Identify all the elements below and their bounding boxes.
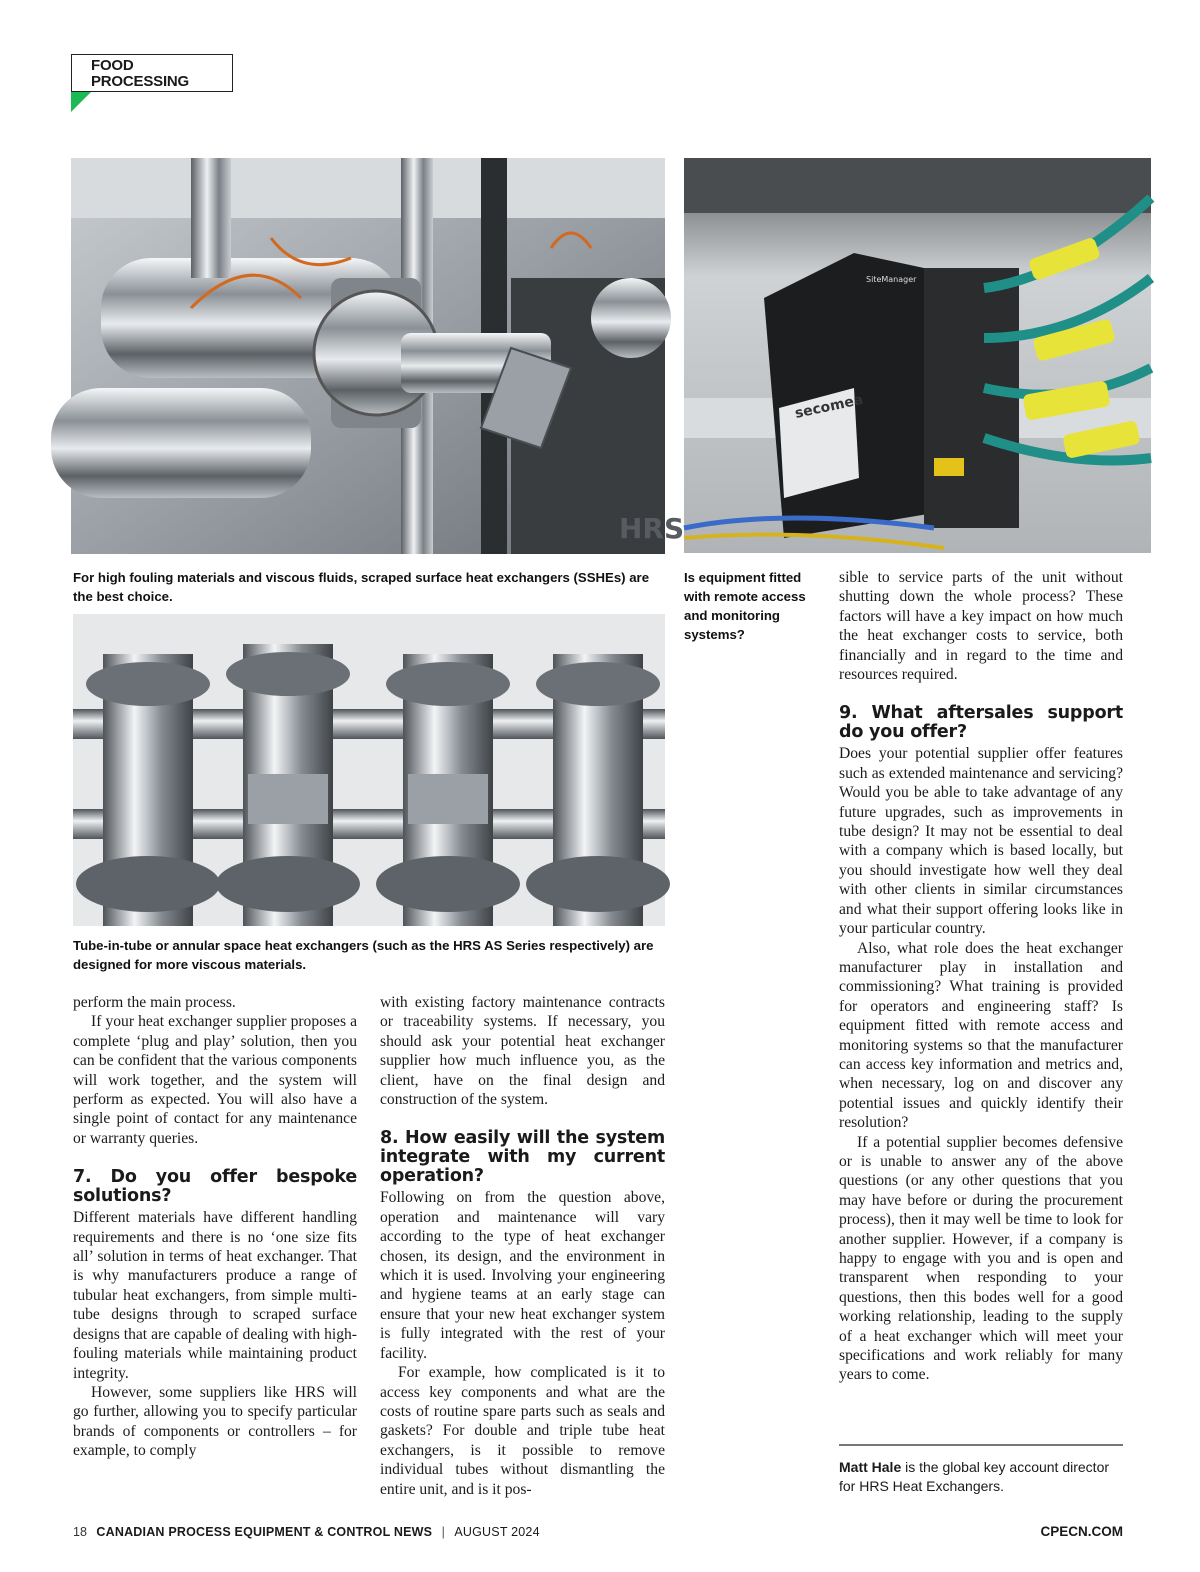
- author-name: Matt Hale: [839, 1459, 902, 1475]
- author-bio: [839, 1458, 1123, 1496]
- publication-name: CANADIAN PROCESS EQUIPMENT & CONTROL NEWS: [96, 1525, 433, 1539]
- col3-paragraph-3: If a potential supplier becomes defensive or is unable to answer any of the above questions (or any other questions that you may have before or during the procurement process), then it may well be time to look for another supplier. However, if a company is happy to engage with you and is open and transparent when responding to your questions, then this bodes well for a good working relationship, leading to the supply of a heat exchanger which will meet your specifications and work reliably for many years to come.: [839, 1133, 1123, 1384]
- heading-8: 8. How easily will the system integrate with my current operation?: [380, 1128, 665, 1187]
- author-bio-text: is the global key account director for HRS Heat Exchangers.: [839, 1459, 1110, 1494]
- col3-paragraph-1: Does your potential supplier offer features such as extended maintenance and servicing? Would you be able to take advantage of any future upgrades, such as improvements in tube design? It may not be essential to deal with a company which is based locally, but you should investigate how well they deal with other clients in similar circumstances and what their support offering looks like in your particular country.: [839, 745, 1123, 938]
- column-3: [839, 568, 1123, 1385]
- heading-7: 7. Do you offer bespoke solutions?: [73, 1167, 357, 1207]
- section-tag-line1: FOOD: [91, 57, 134, 74]
- col1-paragraph-1: If your heat exchanger supplier proposes a complete ‘plug and play’ solution, then you can be confident that the various components will work together, and the system will perform as expected. You will also have a single point of contact for any maintenance or warranty queries.: [73, 1013, 357, 1147]
- col2-paragraph-2: For example, how complicated is it to access key components and what are the costs of routine spare parts such as seals and gaskets? For double and triple tube heat exchangers, is it possible to remove individual tubes without dismantling the entire unit, and is it pos-: [380, 1364, 665, 1498]
- tube-in-tube-photo: [73, 614, 665, 926]
- heading-9: 9. What aftersales support do you offer?: [839, 703, 1123, 743]
- hrs-label: HRS: [619, 512, 685, 545]
- col3-continued: sible to service parts of the unit without shutting down the whole process? These factors will have a key impact on how much the heat exchanger costs to service, both financially and in regard to the time and resources required.: [839, 569, 1123, 684]
- col1-paragraph-2: Different materials have different handling requirements and there is no ‘one size fits all’ solution in terms of heat exchanger. That is why manufacturers produce a range of tubular heat exchangers, from simple multi-tube designs through to scraped surface designs that are capable of dealing with high-fouling materials while maintaining product integrity.: [73, 1209, 357, 1382]
- sshe-photo: [71, 158, 685, 554]
- column-2: [380, 993, 665, 1499]
- sshe-caption: For high fouling materials and viscous fluids, scraped surface heat exchangers (SSHEs) are the best choice.: [73, 570, 650, 604]
- page-number: 18: [73, 1525, 87, 1539]
- device-model-label: SiteManager: [866, 275, 917, 284]
- tube-in-tube-caption: Tube-in-tube or annular space heat exchangers (such as the HRS AS Series respectively) are designed for more viscous materials.: [73, 938, 654, 972]
- column-1: [73, 993, 357, 1461]
- remote-access-caption: Is equipment fitted with remote access and monitoring systems?: [684, 570, 806, 642]
- site-link[interactable]: CPECN.COM: [1040, 1524, 1123, 1539]
- footer: [73, 1522, 1123, 1542]
- section-tag-accent: [71, 92, 91, 112]
- col2-paragraph-1: Following on from the question above, operation and maintenance will vary according to the type of heat exchanger chosen, its design, and the environment in which it is used. Involving your engineering and hygiene teams at an early stage can ensure that your new heat exchanger system is fully integrated with the rest of your facility.: [380, 1189, 665, 1362]
- bio-divider: [839, 1444, 1123, 1446]
- footer-separator: |: [441, 1525, 445, 1539]
- col1-paragraph-3: However, some suppliers like HRS will go further, allowing you to specify particular brands of components or controllers – for example, to comply: [73, 1383, 357, 1460]
- col2-continued: with existing factory maintenance contracts or traceability systems. If necessary, you should ask your potential heat exchanger supplier how much influence you, as the client, have on the final design and construction of the system.: [380, 994, 665, 1109]
- section-tag: [71, 54, 233, 92]
- remote-access-photo: [684, 158, 1151, 553]
- col3-paragraph-2: Also, what role does the heat exchanger manufacturer play in installation and commissioning? What training is provided for operators and engineering staff? Is equipment fitted with remote access and monitoring systems so that the manufacturer can access key information and metrics and, when necessary, log on and discover any potential issues and quickly identify their resolution?: [839, 939, 1123, 1132]
- device-brand-label: secomea: [793, 391, 865, 422]
- section-tag-line2: PROCESSING: [91, 73, 190, 90]
- col1-continued: perform the main process.: [73, 994, 236, 1011]
- issue-date: AUGUST 2024: [454, 1525, 540, 1539]
